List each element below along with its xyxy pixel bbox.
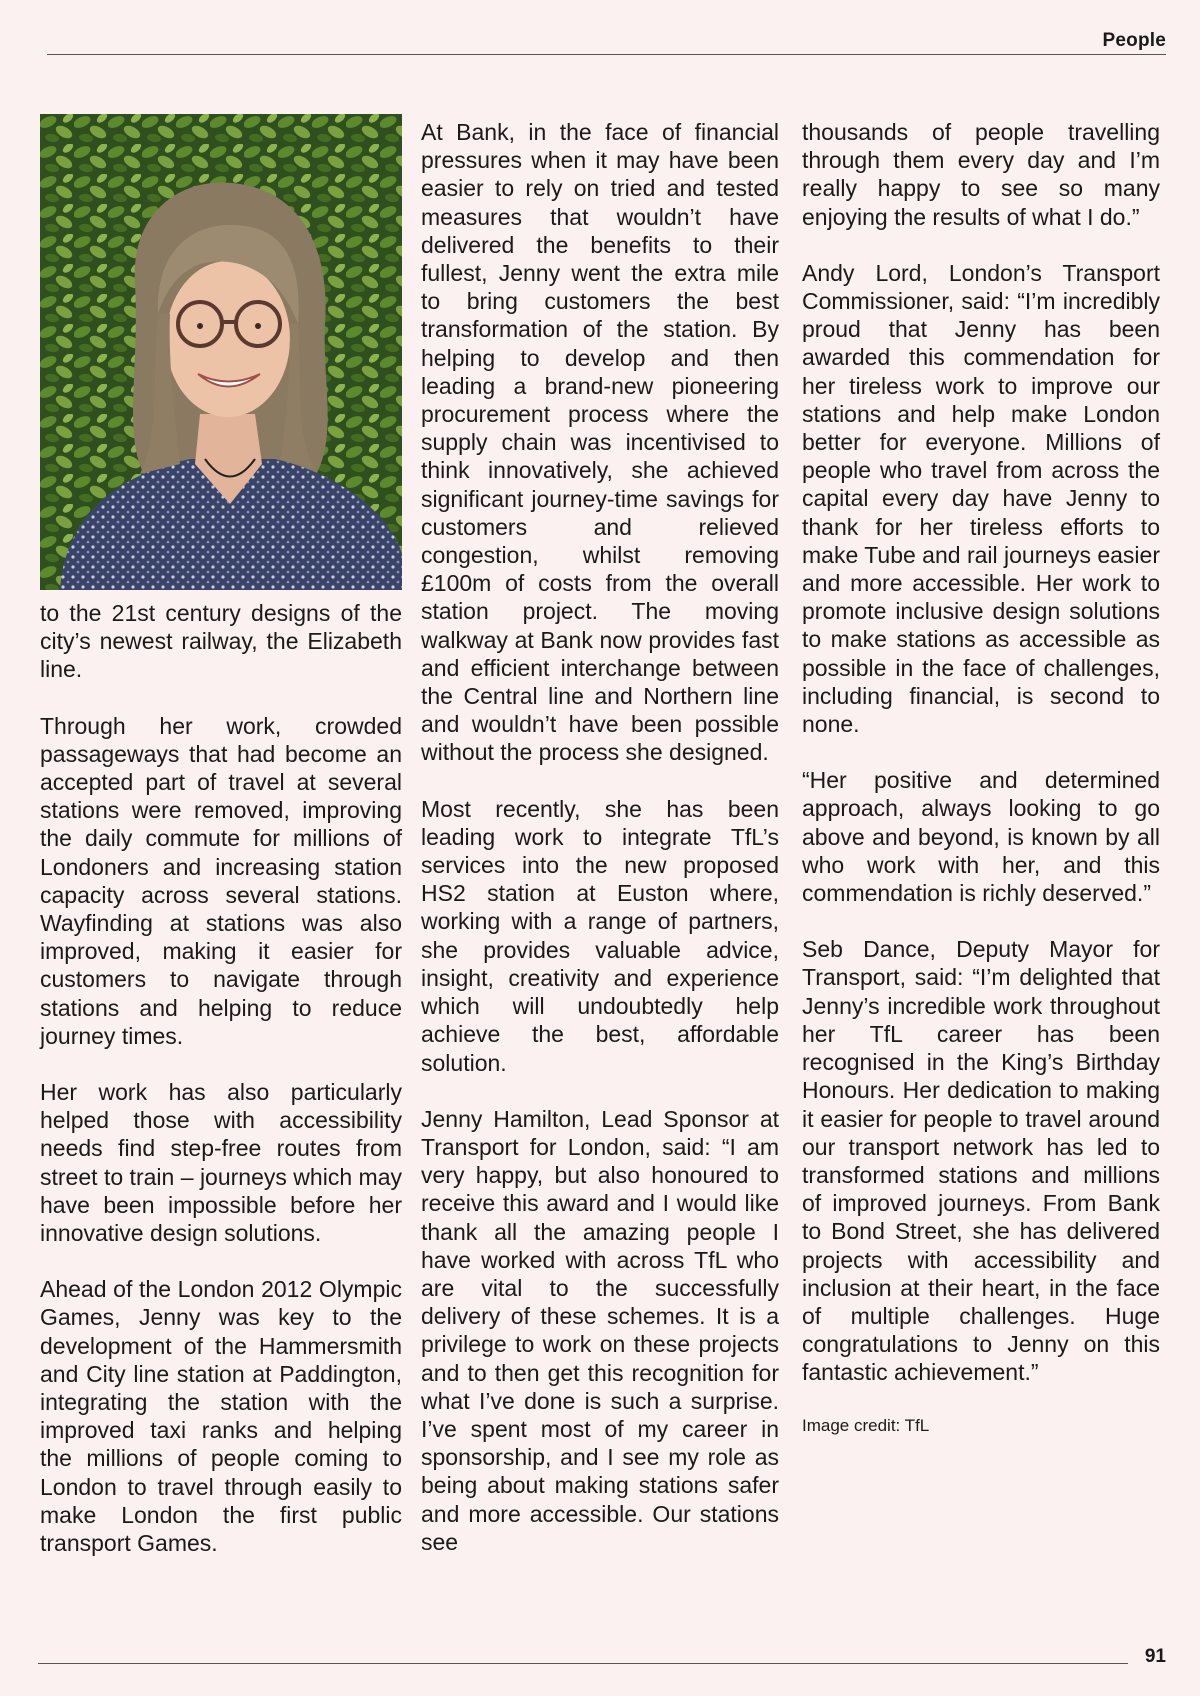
article-column-3 [802, 118, 1160, 1437]
paragraph: Through her work, crowded passageways that had become an accepted part of travel at several stations were removed, improving the daily commute for millions of Londoners and increasing station capacity across several stations. Wayfinding at stations was also improved, making it easier for customers to navigate through stations and helping to reduce journey times. [40, 712, 402, 1049]
paragraph: to the 21st century designs of the city’s newest railway, the Elizabeth line. [40, 600, 402, 683]
paragraph: Jenny Hamilton, Lead Sponsor at Transport for London, said: “I am very happy, but also honoured to receive this award and I would like thank all the amazing people I have worked with across TfL who are vital to the successfully delivery of these schemes. It is a privilege to work on these projects and to then get this recognition for what I’ve done is such a surprise. I’ve spent most of my career in sponsorship, and I see my role as being about making stations safer and more accessible. Our stations see [421, 1105, 779, 1555]
section-label: People [1102, 30, 1166, 51]
paragraph: Ahead of the London 2012 Olympic Games, Jenny was key to the development of the Hammersmith and City line station at Paddington, integrating the station with the improved taxi ranks and helping the millions of people coming to London to travel through easily to make London the first public transport Games. [40, 1276, 402, 1557]
portrait-illustration [40, 114, 402, 590]
page-number: 91 [1144, 1646, 1166, 1667]
article-column-1 [40, 599, 402, 1585]
paragraph: Her work has also particularly helped those with accessibility needs find step-free routes from street to train – journeys which may have been impossible before her innovative design solutions. [40, 1079, 402, 1247]
paragraph: Most recently, she has been leading work to integrate TfL’s services into the new proposed HS2 station at Euston where, working with a range of partners, she provides valuable advice, insight, creativity and experience which will undoubtedly help achieve the best, affordable solution. [421, 795, 779, 1076]
paragraph: thousands of people travelling through them every day and I’m really happy to see so many enjoying the results of what I do.” [802, 119, 1160, 230]
paragraph: Andy Lord, London’s Transport Commissioner, said: “I’m incredibly proud that Jenny has been awarded this commendation for her tireless work to improve our stations and help make London better for everyone. Millions of people who travel from across the capital every day have Jenny to thank for her tireless efforts to make Tube and rail journeys easier and more accessible. Her work to promote inclusive design solutions to make stations as accessible as possible in the face of challenges, including financial, is second to none. [802, 259, 1160, 738]
portrait-photo [40, 114, 402, 590]
article-column-2 [421, 118, 779, 1584]
header-rule [47, 54, 1166, 55]
image-credit: Image credit: TfL [802, 1415, 930, 1435]
paragraph: Seb Dance, Deputy Mayor for Transport, said: “I’m delighted that Jenny’s incredible work throughout her TfL career has been recognised in the King’s Birthday Honours. Her dedication to making it easier for people to travel around our transport network has led to transformed stations and millions of improved journeys. From Bank to Bond Street, she has delivered projects with accessibility and inclusion at their heart, in the face of multiple challenges. Huge congratulations to Jenny on this fantastic achievement.” [802, 936, 1160, 1386]
paragraph: At Bank, in the face of financial pressures when it may have been easier to rely on tried and tested measures that wouldn’t have delivered the benefits to their fullest, Jenny went the extra mile to bring customers the best transformation of the station. By helping to develop and then leading a brand-new pioneering procurement process where the supply chain was incentivised to think innovatively, she achieved significant journey-time savings for customers and relieved congestion, whilst removing £100m of costs from the overall station project. The moving walkway at Bank now provides fast and efficient interchange between the Central line and Northern line and wouldn’t have been possible without the process she designed. [421, 119, 779, 766]
footer-rule [38, 1663, 1128, 1664]
paragraph: “Her positive and determined approach, always looking to go above and beyond, is known by all who work with her, and this commendation is richly deserved.” [802, 767, 1160, 907]
